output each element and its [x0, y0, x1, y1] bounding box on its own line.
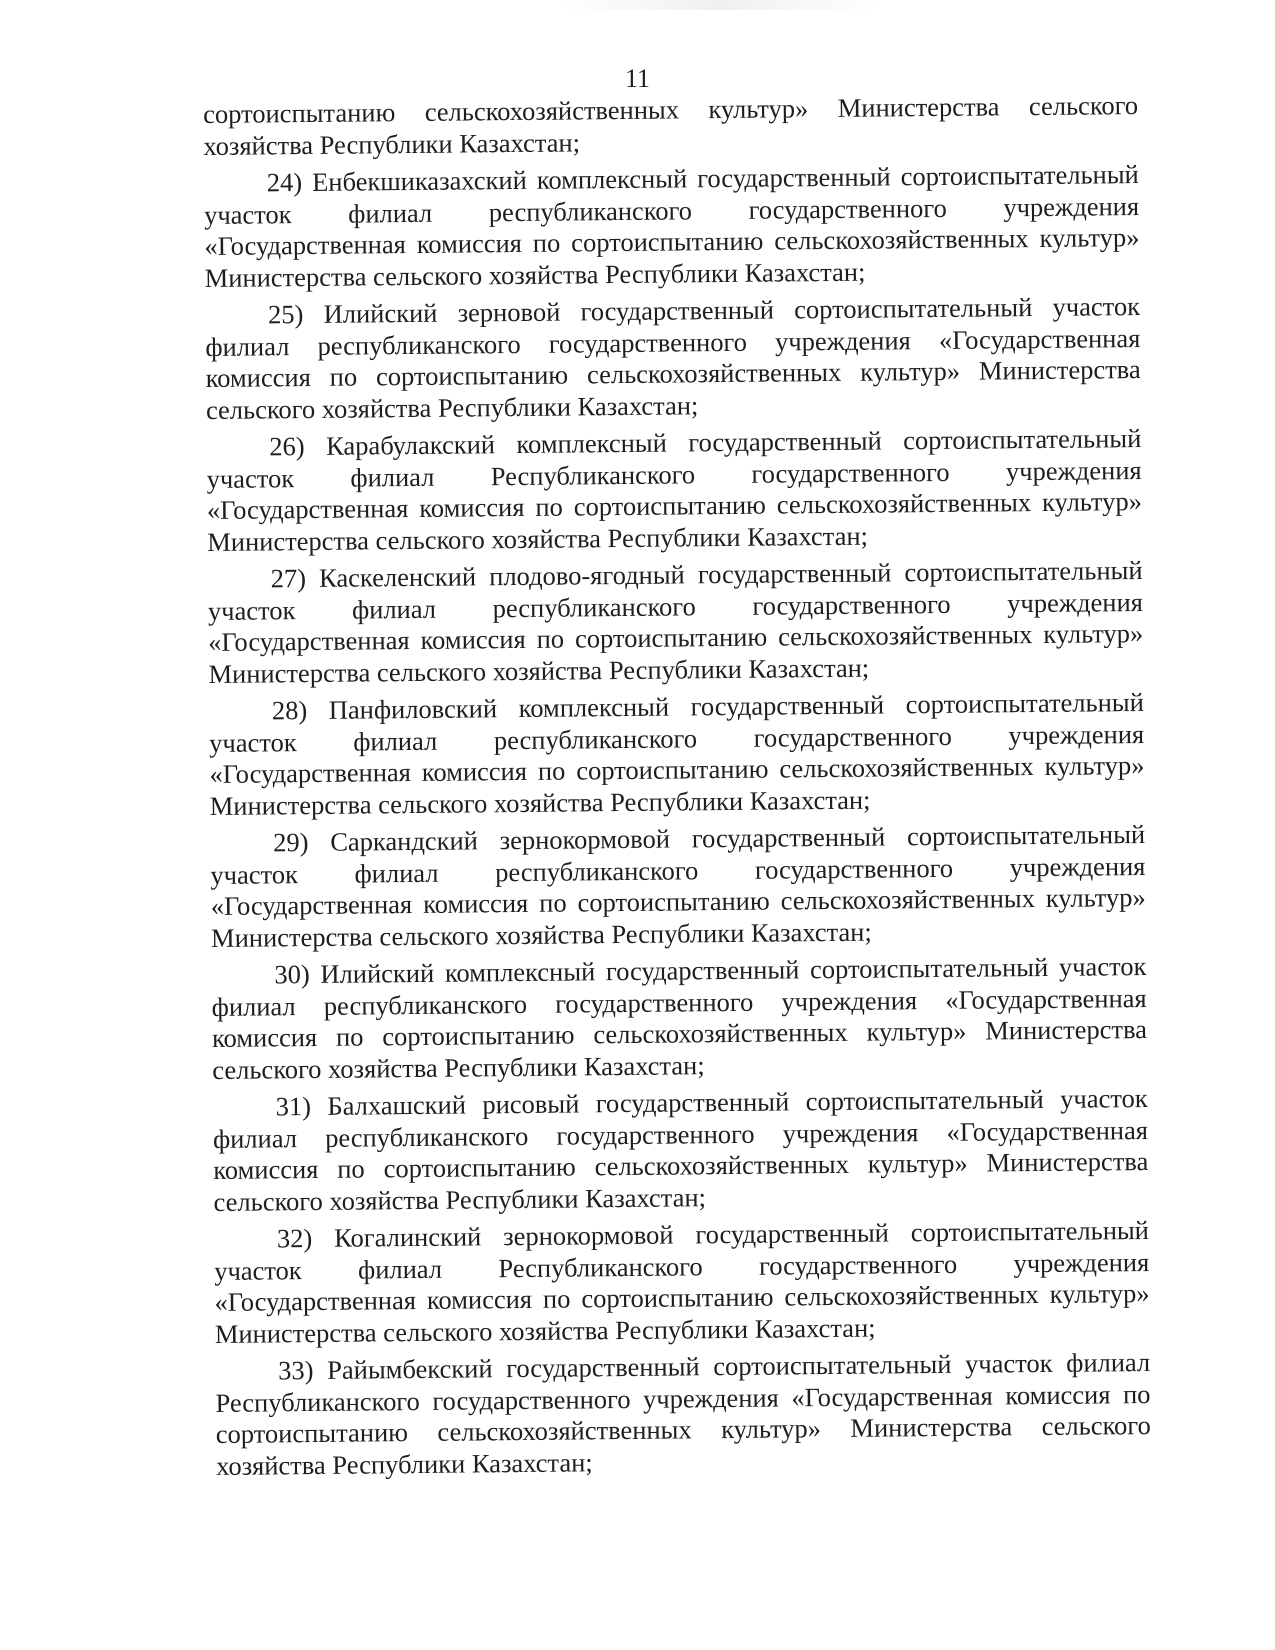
- list-item-33: 33) Райымбекский государственный сортоиспытательный участок филиал Республиканского государственного учреждения «Государственная комиссия по сортоиспытанию сельскохозяйственных культур» Министерства сельского хозяйства Республики Казахстан;: [215, 1346, 1151, 1481]
- list-item-28: 28) Панфиловский комплексный государственный сортоиспытательный участок филиал республиканского государственного учреждения «Государственная комиссия по сортоиспытанию сельскохозяйственных культур» Министерства сельского хозяйства Республики Казахстан;: [209, 686, 1145, 821]
- paragraph-continuation: сортоиспытанию сельскохозяйственных культур» Министерства сельского хозяйства Республики Казахстан;: [203, 90, 1139, 161]
- list-item-32: 32) Когалинский зернокормовой государственный сортоиспытательный участок филиал Республиканского государственного учреждения «Государственная комиссия по сортоиспытанию сельскохозяйственных культур» Министерства сельского хозяйства Республики Казахстан;: [214, 1214, 1150, 1349]
- list-item-26: 26) Карабулакский комплексный государственный сортоиспытательный участок филиал Республиканского государственного учреждения «Государственная комиссия по сортоиспытанию сельскохозяйственных культур» Министерства сельского хозяйства Республики Казахстан;: [206, 423, 1143, 557]
- scan-artifact: [560, 0, 880, 10]
- list-item-25: 25) Илийский зерновой государственный сортоиспытательный участок филиал республиканского государственного учреждения «Государственная комиссия по сортоиспытанию сельскохозяйственных культур» Министерства сельского хозяйства Республики Казахстан;: [205, 291, 1141, 425]
- list-item-24: 24) Енбекшиказахский комплексный государственный сортоиспытательный участок филиал республиканского государственного учреждения «Государственная комиссия по сортоиспытанию сельскохозяйственных культур» Министерства сельского хозяйства Республики Казахстан;: [203, 159, 1140, 293]
- list-item-30: 30) Илийский комплексный государственный сортоиспытательный участок филиал республиканского государственного учреждения «Государственная комиссия по сортоиспытанию сельскохозяйственных культур» Министерства сельского хозяйства Республики Казахстан;: [211, 950, 1148, 1085]
- document-body: [203, 90, 1151, 1488]
- list-item-31: 31) Балхашский рисовый государственный сортоиспытательный участок филиал республиканского государственного учреждения «Государственная комиссия по сортоиспытанию сельскохозяйственных культур» Министерства сельского хозяйства Республики Казахстан;: [212, 1082, 1149, 1217]
- page-number: 11: [624, 64, 651, 93]
- list-item-29: 29) Саркандский зернокормовой государственный сортоиспытательный участок филиал республиканского государственного учреждения «Государственная комиссия по сортоиспытанию сельскохозяйственных культур» Министерства сельского хозяйства Республики Казахстан;: [210, 818, 1146, 953]
- list-item-27: 27) Каскеленский плодово-ягодный государственный сортоиспытательный участок филиал республиканского государственного учреждения «Государственная комиссия по сортоиспытанию сельскохозяйственных культур» Министерства сельского хозяйства Республики Казахстан;: [207, 555, 1144, 689]
